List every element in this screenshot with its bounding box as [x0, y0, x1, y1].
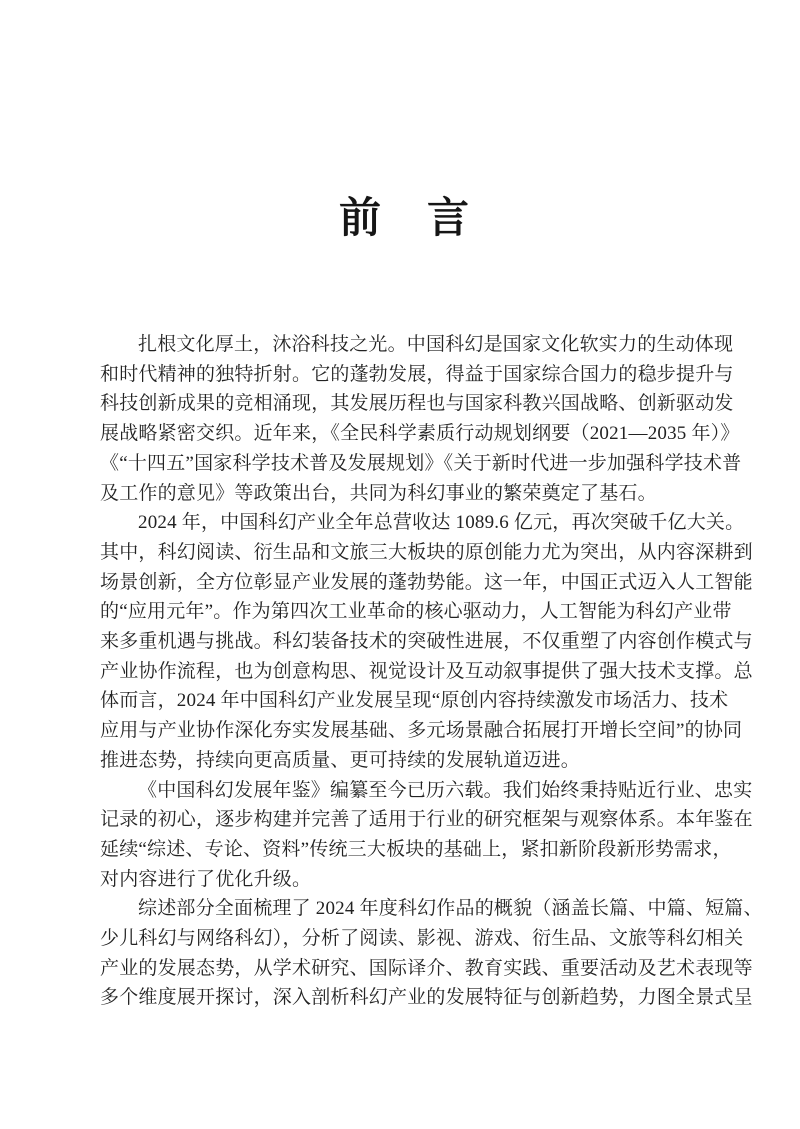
paragraph-4 — [100, 894, 763, 1013]
text-line: 展战略紧密交织。近年来，《全民科学素质行动规划纲要（2021—2035 年）》 — [100, 423, 740, 445]
text-line: 2024 年，中国科幻产业全年总营收达 1089.6 亿元，再次突破千亿大关。 — [138, 512, 745, 534]
text-line: 产业的发展态势，从学术研究、国际译介、教育实践、重要活动及艺术表现等 — [100, 957, 753, 979]
text-line: 《中国科幻发展年鉴》编纂至今已历六载。我们始终秉持贴近行业、忠实 — [138, 779, 753, 801]
text-line: 来多重机遇与挑战。科幻装备技术的突破性进展，不仅重塑了内容创作模式与 — [100, 631, 753, 653]
text-line: 和时代精神的独特折射。它的蓬勃发展，得益于国家综合国力的稳步提升与 — [100, 363, 734, 385]
paragraph-2 — [100, 508, 753, 775]
text-line: 场景创新，全方位彰显产业发展的蓬勃势能。这一年，中国正式迈入人工智能 — [100, 571, 753, 593]
paragraph-3 — [100, 776, 753, 895]
text-line: 延续“综述、专论、资料”传统三大板块的基础上，紧扣新阶段新形势需求， — [100, 838, 732, 860]
text-line: 其中，科幻阅读、衍生品和文旅三大板块的原创能力尤为突出，从内容深耕到 — [100, 541, 753, 563]
paragraph-1 — [100, 330, 742, 508]
text-line: 少儿科幻与网络科幻），分析了阅读、影视、游戏、衍生品、文旅等科幻相关 — [100, 928, 744, 950]
text-line: 综述部分全面梳理了 2024 年度科幻作品的概貌（涵盖长篇、中篇、短篇、 — [138, 898, 763, 920]
text-line: 应用与产业协作深化夯实发展基础、多元场景融合拓展打开增长空间”的协同 — [100, 720, 743, 742]
text-line: 产业协作流程，也为创意构思、视觉设计及互动叙事提供了强大技术支撑。总 — [100, 660, 753, 682]
text-line: 及工作的意见》等政策出台，共同为科幻事业的繁荣奠定了基石。 — [100, 482, 657, 504]
page-title: 前 言 — [338, 196, 471, 242]
text-line: 的“应用元年”。作为第四次工业革命的核心驱动力，人工智能为科幻产业带 — [100, 601, 732, 623]
text-line: 推进态势，持续向更高质量、更可持续的发展轨道迈进。 — [100, 749, 581, 771]
body-text — [100, 330, 763, 1013]
text-line: 《“十四五”国家科学技术普及发展规划》《关于新时代进一步加强科学技术普 — [100, 452, 742, 474]
text-line: 多个维度展开探讨，深入剖析科幻产业的发展特征与创新趋势，力图全景式呈 — [100, 987, 753, 1009]
text-line: 对内容进行了优化升级。 — [100, 868, 312, 890]
text-line: 记录的初心，逐步构建并完善了适用于行业的研究框架与观察体系。本年鉴在 — [100, 809, 753, 831]
text-line: 体而言，2024 年中国科幻产业发展呈现“原创内容持续激发市场活力、技术 — [100, 690, 729, 712]
text-line: 科技创新成果的竞相涌现，其发展历程也与国家科教兴国战略、创新驱动发 — [100, 393, 734, 415]
text-line: 扎根文化厚土，沐浴科技之光。中国科幻是国家文化软实力的生动体现 — [138, 334, 734, 355]
